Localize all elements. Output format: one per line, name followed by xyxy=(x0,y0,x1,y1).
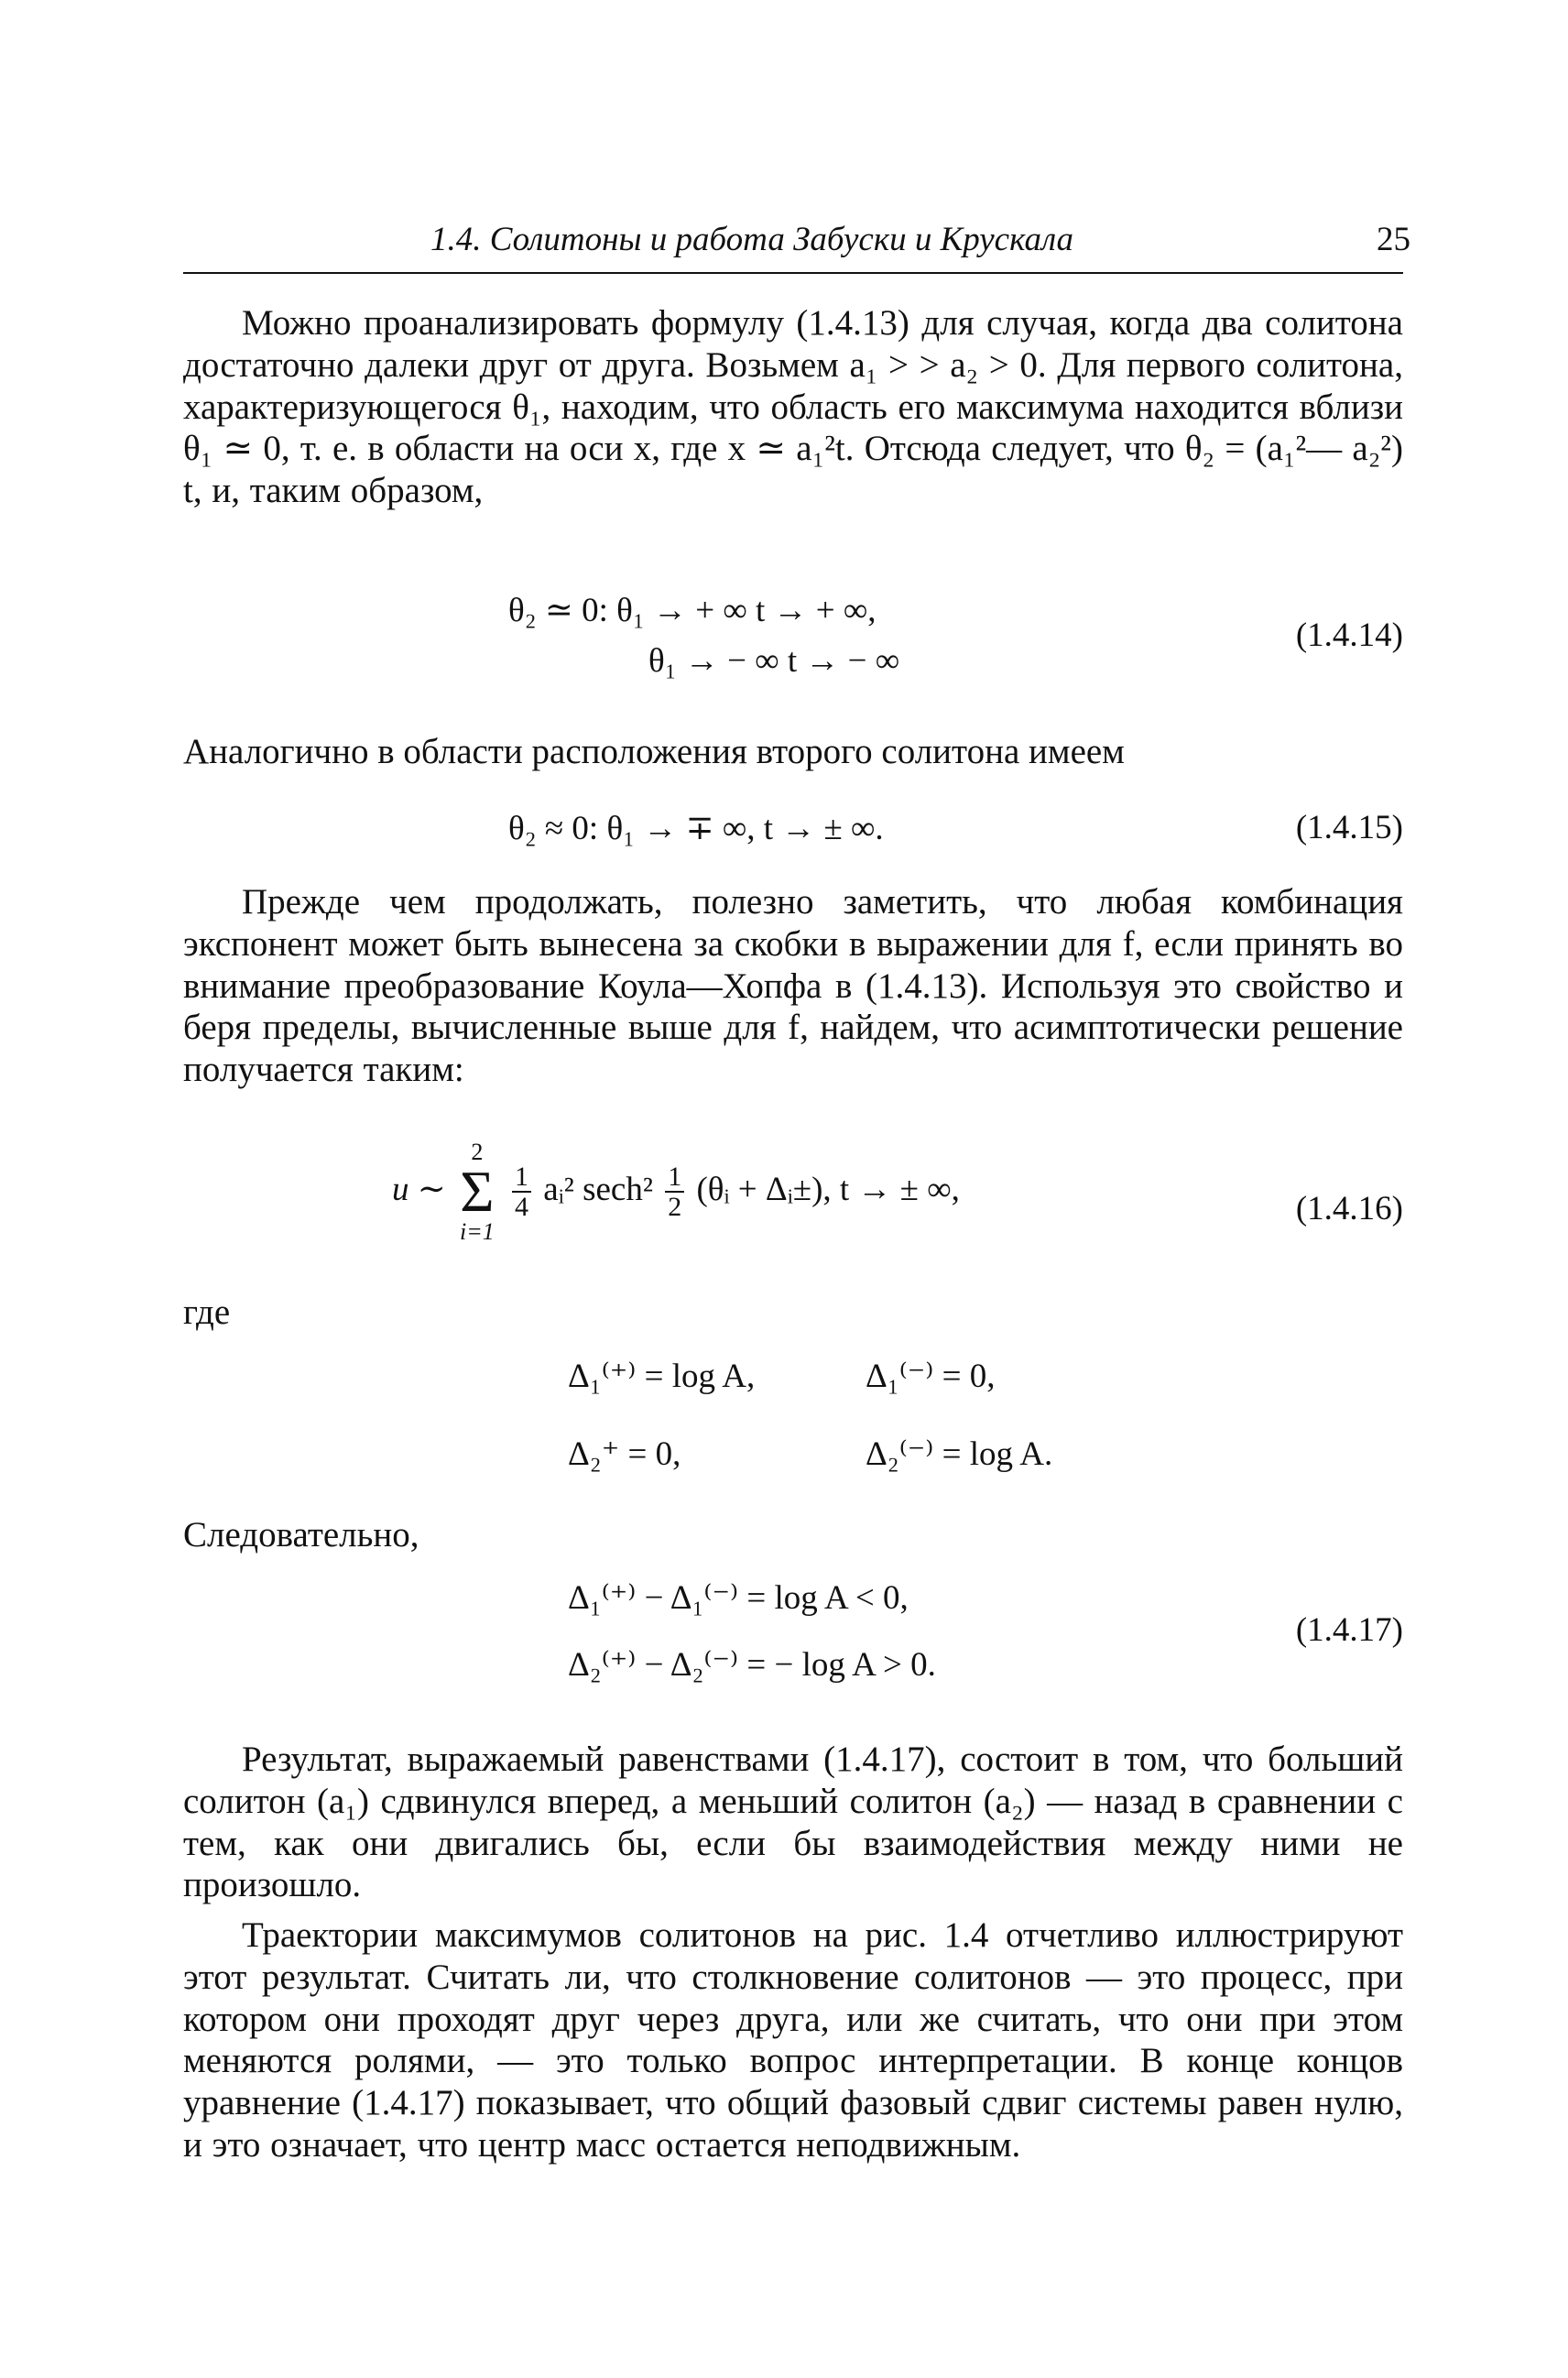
sum-lower-limit: i=1 xyxy=(460,1217,495,1245)
paragraph-4: Результат, выражаемый равенствами (1.4.17), состоит в том, что больший солитон (a₁) сдвинулся вперед, а меньший солитон (a₂) — назад в сравнении с тем, как они двигались бы, если бы взаимодействия между ними не произошло. xyxy=(183,1740,1403,1905)
equation-number-1-4-15: (1.4.15) xyxy=(1295,809,1403,846)
eq16-lhs: u ∼ xyxy=(392,1170,446,1208)
definition-delta1-minus: Δ₁⁽⁻⁾ = 0, xyxy=(866,1358,996,1395)
running-header-title: 1.4. Солитоны и работа Забуски и Крускала xyxy=(430,221,1074,258)
sum-upper-limit: 2 xyxy=(471,1139,484,1165)
equation-number-1-4-17: (1.4.17) xyxy=(1295,1611,1403,1649)
equation-number-1-4-16: (1.4.16) xyxy=(1295,1190,1403,1227)
equation-1-4-16 xyxy=(392,1140,960,1244)
equation-1-4-14-line-1: θ₂ ≃ 0: θ₁ → + ∞ t → + ∞, xyxy=(508,592,877,629)
fraction-numerator: 1 xyxy=(512,1162,531,1194)
paragraph-5: Траектории максимумов солитонов на рис. 1.4 отчетливо иллюстрируют этот результат. Считать ли, что столкновение солитонов — это процесс, при котором они проходят друг через друга, или же считать, что они при этом меняются ролями, — это только вопрос интерпретации. В конце концов уравнение (1.4.17) показывает, что общий фазовый сдвиг системы равен нулю, и это означает, что центр масс остается неподвижным. xyxy=(183,1915,1403,2165)
paragraph-2: Аналогично в области расположения второго солитона имеем xyxy=(183,732,1125,771)
paragraph-1: Можно проанализировать формулу (1.4.13) для случая, когда два солитона достаточно далеки друг от друга. Возьмем a₁ > > a₂ > 0. Для первого солитона, характеризующегося θ₁, находим, что область его максимума находится вблизи θ₁ ≃ 0, т. е. в области на оси x, где x ≃ a₁²t. Отсюда следует, что θ₂ = (a₁²— a₂²) t, и, таким образом, xyxy=(183,303,1403,511)
label-therefore: Следовательно, xyxy=(183,1515,419,1554)
equation-1-4-17-line-2: Δ₂⁽⁺⁾ − Δ₂⁽⁻⁾ = − log A > 0. xyxy=(568,1646,936,1684)
definition-delta2-minus: Δ₂⁽⁻⁾ = log A. xyxy=(866,1435,1053,1473)
sigma-symbol: Σ xyxy=(460,1159,495,1224)
equation-number-1-4-14: (1.4.14) xyxy=(1295,616,1403,654)
page-number: 25 xyxy=(1377,221,1410,258)
equation-1-4-14-line-2: θ₁ → − ∞ t → − ∞ xyxy=(648,642,900,680)
fraction-denominator: 4 xyxy=(515,1192,529,1223)
fraction-one-quarter xyxy=(512,1162,531,1222)
fraction-denominator: 2 xyxy=(668,1192,682,1223)
equation-1-4-17-line-1: Δ₁⁽⁺⁾ − Δ₁⁽⁻⁾ = log A < 0, xyxy=(568,1579,909,1617)
label-where: где xyxy=(183,1293,231,1332)
definition-delta1-plus: Δ₁⁽⁺⁾ = log A, xyxy=(568,1358,756,1395)
eq16-middle: aᵢ² sech² xyxy=(543,1170,653,1208)
fraction-one-half xyxy=(665,1162,684,1222)
definition-delta2-plus: Δ₂⁺ = 0, xyxy=(568,1435,681,1473)
eq16-tail: (θᵢ + Δᵢ±), t → ± ∞, xyxy=(696,1170,960,1208)
summation-sign xyxy=(460,1140,495,1244)
fraction-numerator: 1 xyxy=(665,1162,684,1194)
header-rule xyxy=(183,272,1403,274)
equation-1-4-15: θ₂ ≈ 0: θ₁ → ∓ ∞, t → ± ∞. xyxy=(508,810,884,847)
paragraph-3: Прежде чем продолжать, полезно заметить, что любая комбинация экспонент может быть вынесена за скобки в выражении для f, если принять во внимание преобразование Коула—Хопфа в (1.4.13). Используя это свойство и беря пределы, вычисленные выше для f, найдем, что асимптотически решение получается таким: xyxy=(183,882,1403,1090)
